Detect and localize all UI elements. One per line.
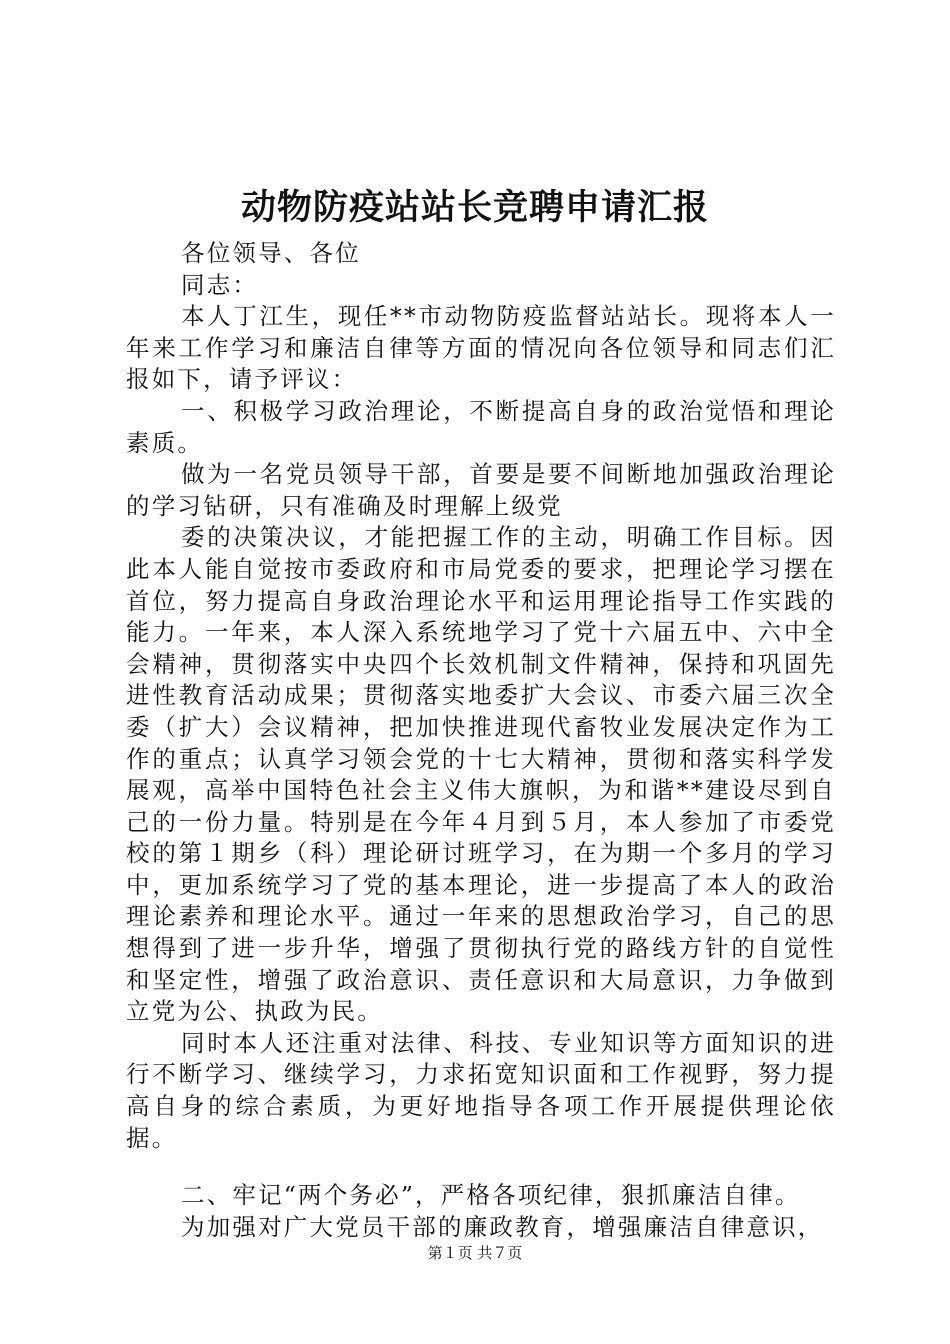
paragraph-knowledge: 同时本人还注重对法律、科技、专业知识等方面知识的进行不断学习、继续学习，力求拓宽知识面和工作视野，努力提高自身的综合素质，为更好地指导各项工作开展提供理论依据。: [126, 1028, 836, 1152]
section-heading-1: 一、积极学习政治理论，不断提高自身的政治觉悟和理论素质。: [126, 396, 836, 457]
section-heading-2: 二、牢记“两个务必”，严格各项纪律，狠抓廉洁自律。: [181, 1181, 801, 1210]
paragraph-study-start: 做为一名党员领导干部，首要是要不间断地加强政治理论的学习钻研，只有准确及时理解上级党: [126, 460, 836, 520]
paragraph-integrity: 为加强对广大党员干部的廉政教育，增强廉洁自律意识，: [181, 1212, 824, 1241]
salutation-line-2: 同志：: [181, 270, 259, 299]
paragraph-study-detail: 委的决策决议，才能把握工作的主动，明确工作目标。因此本人能自觉按市委政府和市局党委的要求，把理论学习摆在首位，努力提高自身政治理论水平和运用理论指导工作实践的能力。一年来，本人深入系统地学习了党十六届五中、六中全会精神，贯彻落实中央四个长效机制文件精神，保持和巩固先进性教育活动成果；贯彻落实地委扩大会议、市委六届三次全委（扩大）会议精神，把加快推进现代畜牧业发展决定作为工作的重点；认真学习领会党的十七大精神，贯彻和落实科学发展观，高举中国特色社会主义伟大旗帜，为和谐**建设尽到自己的一份力量。特别是在今年４月到５月，本人参加了市委党校的第１期乡（科）理论研讨班学习，在为期一个多月的学习中，更加系统学习了党的基本理论，进一步提高了本人的政治理论素养和理论水平。通过一年来的思想政治学习，自己的思想得到了进一步升华，增强了贯彻执行党的路线方针的自觉性和坚定性，增强了政治意识、责任意识和大局意识，力争做到立党为公、执政为民。: [126, 523, 836, 1026]
document-title: 动物防疫站站长竞聘申请汇报: [240, 187, 709, 228]
page-footer: 第１页 共７页: [427, 1244, 523, 1262]
salutation-line-1: 各位领导、各位: [181, 239, 361, 267]
paragraph-intro: 本人丁江生，现任**市动物防疫监督站站长。现将本人一年来工作学习和廉洁自律等方面的情况向各位领导和同志们汇报如下，请予评议：: [126, 302, 836, 394]
paragraph-gap: [126, 1154, 836, 1180]
document-body: [126, 238, 836, 1243]
